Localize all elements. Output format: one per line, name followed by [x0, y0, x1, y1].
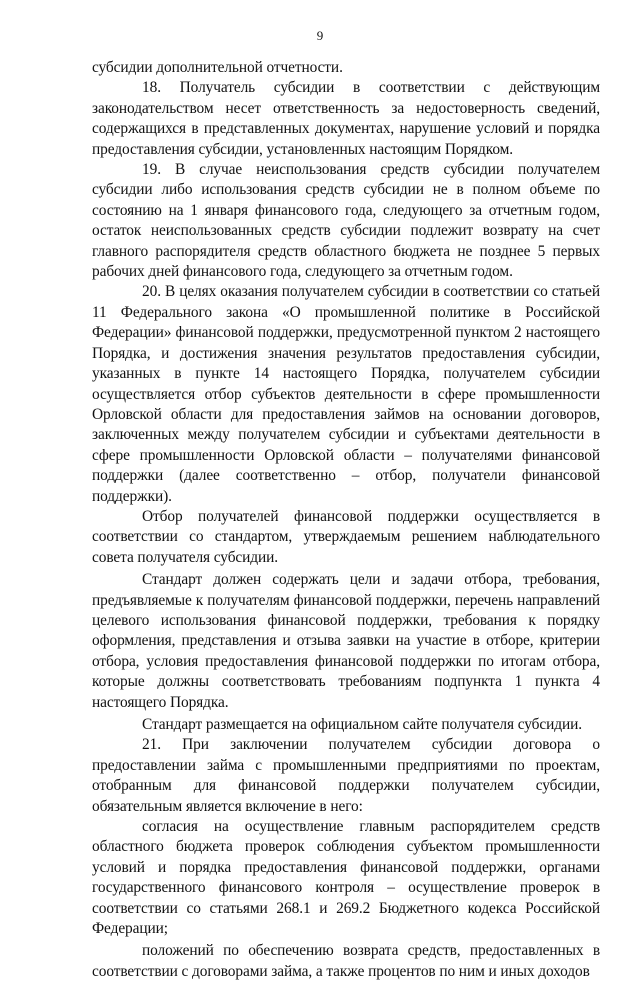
paragraph-consent-clause: согласия на осуществление главным распорядителем средств областного бюджета проверок соблюдения субъектом промышленности условий и порядка предоставления финансовой поддержки, органами государственного финансового контроля – осуществление проверок в соответствии со статьями 268.1 и 269.2 Бюджетного кодекса Российской Федерации; — [92, 818, 600, 938]
paragraph-19: 19. В случае неиспользования средств субсидии получателем субсидии либо использования средств субсидии не в полном объеме по состоянию на 1 января финансового года, следующего за отчетным годом, остаток неиспользованных средств субсидии подлежит возврату на счет главного распорядителя средств областного бюджета не позднее 5 первых рабочих дней финансового года, следующего за отчетным годом. — [92, 161, 600, 281]
paragraph-standard-publication: Стандарт размещается на официальном сайте получателя субсидии. — [142, 716, 583, 733]
paragraph-20: 20. В целях оказания получателем субсидии в соответствии со статьей 11 Федерального закона «О промышленной политике в Российской Федерации» финансовой поддержки, предусмотренной пунктом 2 настоящего Порядка, и достижения значения результатов предоставления субсидии, указанных в пункте 14 настоящего Порядка, получателем субсидии осуществляется отбор субъектов деятельности в сфере промышленности Орловской области для предоставления займов на основании договоров, заключенных между получателем субсидии и субъектами деятельности в сфере промышленности Орловской области – получателями финансовой поддержки (далее соответственно – отбор, получатели финансовой поддержки). — [92, 283, 600, 505]
paragraph-standard-content: Стандарт должен содержать цели и задачи отбора, требования, предъявляемые к получателям финансовой поддержки, перечень направлений целевого использования финансовой поддержки, требования к порядку оформления, представления и отзыва заявки на участие в отборе, критерии отбора, условия предоставления финансовой поддержки по итогам отбора, которые должны соответствовать требованиям подпункта 1 пункта 4 настоящего Порядка. — [92, 571, 600, 711]
paragraph-continuation: субсидии дополнительной отчетности. — [92, 59, 343, 76]
paragraph-21: 21. При заключении получателем субсидии договора о предоставлении займа с промышленными предприятиями по проектам, отобранным для финансовой поддержки получателем субсидии, обязательным является включение в него: — [92, 736, 600, 815]
paragraph-repayment-clause: положений по обеспечению возврата средств, предоставленных в соответствии с договорами займа, а также процентов по ним и иных доходов — [92, 942, 600, 980]
document-body — [92, 58, 600, 982]
paragraph-18: 18. Получатель субсидии в соответствии с действующим законодательством несет ответственность за недостоверность сведений, содержащихся в представленных документах, нарушение условий и порядка предоставления субсидии, установленных настоящим Порядком. — [92, 79, 600, 158]
paragraph-selection-standard: Отбор получателей финансовой поддержки осуществляется в соответствии со стандартом, утверждаемым решением наблюдательного совета получателя субсидии. — [92, 507, 600, 566]
page-number: 9 — [316, 28, 324, 43]
